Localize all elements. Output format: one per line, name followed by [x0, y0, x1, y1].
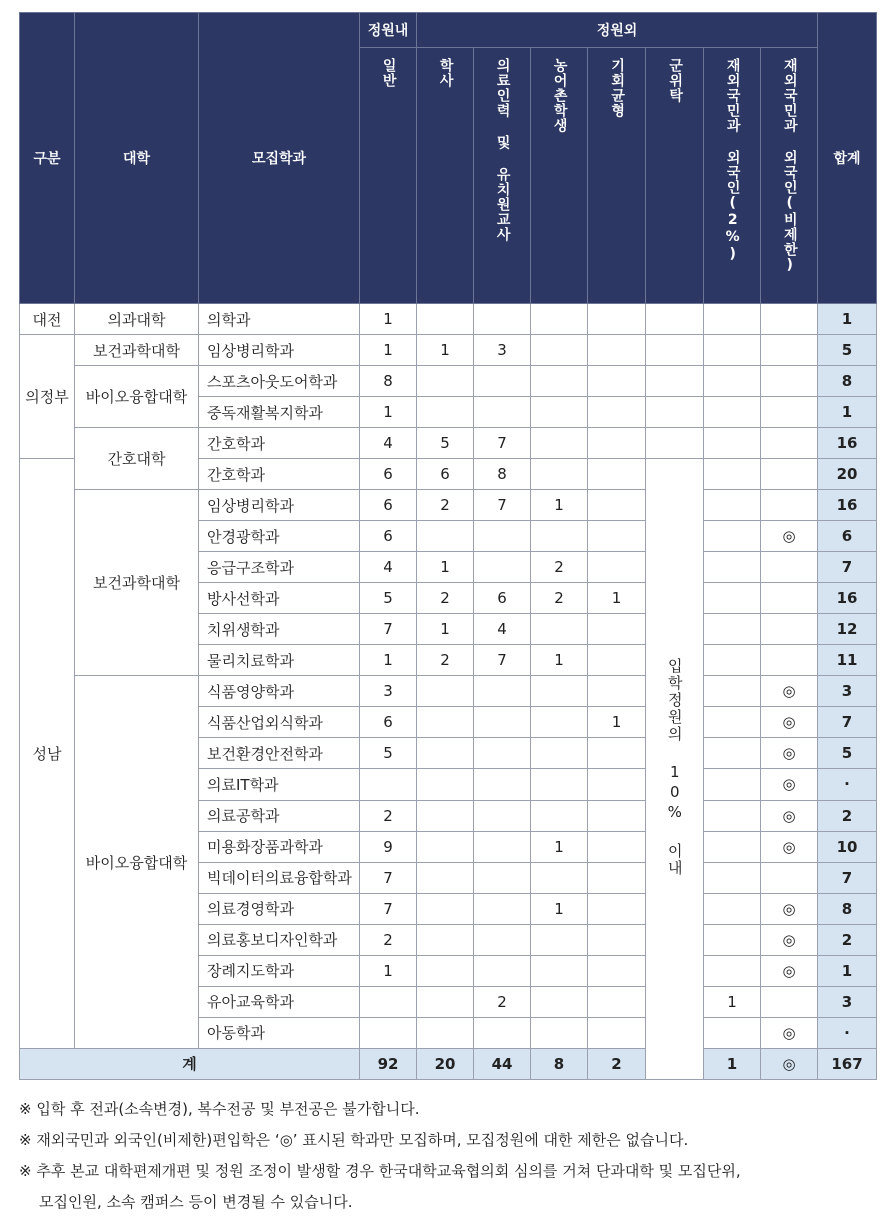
total-cell: 1	[818, 304, 877, 335]
department-cell: 유아교육학과	[199, 986, 360, 1017]
overseas-2pct-cell	[704, 552, 761, 583]
rural-cell: 1	[531, 831, 588, 862]
military-cell	[646, 304, 704, 335]
rural-cell	[531, 614, 588, 645]
admission-quota-table	[19, 12, 877, 1080]
table-header	[20, 13, 877, 304]
department-cell: 방사선학과	[199, 583, 360, 614]
total-cell: 16	[818, 428, 877, 459]
overseas-2pct-cell	[704, 1017, 761, 1048]
overseas-unlimited-cell: ◎	[761, 893, 818, 924]
bachelor-cell: 2	[417, 490, 474, 521]
medical-cell	[474, 862, 531, 893]
header-medical-kindergarten: 의료인력 및 유치원교사	[474, 48, 531, 304]
department-cell: 스포츠아웃도어학과	[199, 366, 360, 397]
department-cell: 의료공학과	[199, 800, 360, 831]
department-cell: 의료경영학과	[199, 893, 360, 924]
overseas-2pct-cell	[704, 862, 761, 893]
overseas-2pct-cell	[704, 893, 761, 924]
bachelor-cell: 5	[417, 428, 474, 459]
equal-cell	[588, 304, 646, 335]
bachelor-cell	[417, 707, 474, 738]
total-cell: 7	[818, 862, 877, 893]
department-cell: 치위생학과	[199, 614, 360, 645]
bachelor-cell	[417, 955, 474, 986]
department-cell: 의료IT학과	[199, 769, 360, 800]
total-cell: 16	[818, 490, 877, 521]
department-cell: 장례지도학과	[199, 955, 360, 986]
total-cell: 3	[818, 986, 877, 1017]
medical-cell	[474, 831, 531, 862]
table-row	[20, 366, 877, 397]
rural-cell	[531, 428, 588, 459]
rural-cell	[531, 521, 588, 552]
department-cell: 아동학과	[199, 1017, 360, 1048]
total-cell: 1	[818, 397, 877, 428]
equal-cell	[588, 738, 646, 769]
table-row	[20, 428, 877, 459]
header-general: 일반	[360, 48, 417, 304]
general-cell: 9	[360, 831, 417, 862]
equal-cell	[588, 924, 646, 955]
medical-cell	[474, 521, 531, 552]
equal-cell	[588, 862, 646, 893]
overseas-2pct-cell	[704, 428, 761, 459]
rural-cell	[531, 304, 588, 335]
medical-cell	[474, 738, 531, 769]
rural-cell: 1	[531, 893, 588, 924]
general-cell: 1	[360, 645, 417, 676]
bachelor-cell: 1	[417, 552, 474, 583]
rural-cell: 2	[531, 583, 588, 614]
total-cell: 5	[818, 738, 877, 769]
rural-cell	[531, 769, 588, 800]
college-cell: 보건과학대학	[75, 335, 199, 366]
college-cell: 보건과학대학	[75, 490, 199, 676]
general-cell: 1	[360, 335, 417, 366]
bachelor-cell	[417, 521, 474, 552]
equal-cell	[588, 800, 646, 831]
department-cell: 빅데이터의료융합학과	[199, 862, 360, 893]
header-overseas-2pct: 재외국민과 외국인(2%)	[704, 48, 761, 304]
overseas-unlimited-cell: ◎	[761, 738, 818, 769]
rural-cell	[531, 862, 588, 893]
rural-cell: 1	[531, 645, 588, 676]
overseas-unlimited-cell: ◎	[761, 955, 818, 986]
medical-cell	[474, 924, 531, 955]
bachelor-cell	[417, 304, 474, 335]
rural-cell	[531, 955, 588, 986]
general-cell: 6	[360, 521, 417, 552]
department-cell: 중독재활복지학과	[199, 397, 360, 428]
medical-cell	[474, 304, 531, 335]
overseas-2pct-cell	[704, 924, 761, 955]
medical-cell	[474, 800, 531, 831]
department-cell: 식품산업외식학과	[199, 707, 360, 738]
overseas-2pct-cell	[704, 583, 761, 614]
overseas-2pct-cell	[704, 521, 761, 552]
total-cell: 3	[818, 676, 877, 707]
college-cell: 바이오융합대학	[75, 676, 199, 1048]
rural-cell: 2	[531, 552, 588, 583]
department-cell: 임상병리학과	[199, 490, 360, 521]
rural-cell	[531, 335, 588, 366]
general-cell: 5	[360, 738, 417, 769]
region-cell: 성남	[20, 459, 75, 1049]
bachelor-cell	[417, 831, 474, 862]
bachelor-cell	[417, 893, 474, 924]
overseas-2pct-cell	[704, 490, 761, 521]
overseas-unlimited-cell: ◎	[761, 707, 818, 738]
bachelor-cell	[417, 1017, 474, 1048]
bachelor-cell	[417, 986, 474, 1017]
department-cell: 식품영양학과	[199, 676, 360, 707]
medical-cell: 2	[474, 986, 531, 1017]
header-rural: 농어촌학생	[531, 48, 588, 304]
medical-cell	[474, 676, 531, 707]
overseas-unlimited-cell	[761, 366, 818, 397]
rural-cell	[531, 924, 588, 955]
total-cell: 16	[818, 583, 877, 614]
rural-cell	[531, 459, 588, 490]
equal-cell	[588, 397, 646, 428]
overseas-unlimited-cell	[761, 335, 818, 366]
equal-cell	[588, 366, 646, 397]
bachelor-cell	[417, 924, 474, 955]
total-cell: 5	[818, 335, 877, 366]
header-total: 합계	[818, 13, 877, 304]
rural-cell: 1	[531, 490, 588, 521]
overseas-unlimited-cell: ◎	[761, 831, 818, 862]
rural-cell	[531, 397, 588, 428]
total-cell: 12	[818, 614, 877, 645]
department-cell: 안경광학과	[199, 521, 360, 552]
equal-cell	[588, 676, 646, 707]
medical-cell	[474, 769, 531, 800]
general-cell	[360, 986, 417, 1017]
medical-cell: 4	[474, 614, 531, 645]
overseas-unlimited-cell	[761, 459, 818, 490]
overseas-unlimited-cell	[761, 490, 818, 521]
total-cell: 10	[818, 831, 877, 862]
medical-cell	[474, 707, 531, 738]
equal-cell	[588, 769, 646, 800]
summary-rural: 8	[531, 1048, 588, 1079]
overseas-2pct-cell	[704, 614, 761, 645]
general-cell	[360, 769, 417, 800]
overseas-unlimited-cell: ◎	[761, 769, 818, 800]
general-cell: 7	[360, 614, 417, 645]
footnote: ※ 재외국민과 외국인(비제한)편입학은 ‘◎’ 표시된 학과만 모집하며, 모집정원에 대한 제한은 없습니다.	[19, 1131, 689, 1149]
medical-cell	[474, 366, 531, 397]
equal-cell	[588, 552, 646, 583]
region-cell: 대전	[20, 304, 75, 335]
bachelor-cell	[417, 800, 474, 831]
header-within-quota: 정원내	[360, 13, 417, 48]
medical-cell	[474, 397, 531, 428]
summary-general: 92	[360, 1048, 417, 1079]
table-row	[20, 676, 877, 707]
military-cell	[646, 335, 704, 366]
bachelor-cell	[417, 676, 474, 707]
department-cell: 물리치료학과	[199, 645, 360, 676]
general-cell: 8	[360, 366, 417, 397]
header-college: 대학	[75, 13, 199, 304]
total-cell: 8	[818, 366, 877, 397]
rural-cell	[531, 986, 588, 1017]
summary-label: 계	[20, 1048, 360, 1079]
header-military: 군위탁	[646, 48, 704, 304]
overseas-unlimited-cell	[761, 614, 818, 645]
total-cell: 2	[818, 800, 877, 831]
rural-cell	[531, 1017, 588, 1048]
rural-cell	[531, 707, 588, 738]
rural-cell	[531, 738, 588, 769]
summary-o2: 1	[704, 1048, 761, 1079]
overseas-2pct-cell	[704, 397, 761, 428]
bachelor-cell: 1	[417, 335, 474, 366]
header-outside-quota: 정원외	[417, 13, 818, 48]
medical-cell: 8	[474, 459, 531, 490]
department-cell: 의학과	[199, 304, 360, 335]
overseas-2pct-cell	[704, 800, 761, 831]
bachelor-cell: 2	[417, 583, 474, 614]
total-cell: 7	[818, 707, 877, 738]
general-cell: 2	[360, 800, 417, 831]
general-cell: 1	[360, 304, 417, 335]
medical-cell: 6	[474, 583, 531, 614]
medical-cell: 3	[474, 335, 531, 366]
overseas-unlimited-cell	[761, 304, 818, 335]
total-cell: 1	[818, 955, 877, 986]
header-category: 구분	[20, 13, 75, 304]
table-row	[20, 335, 877, 366]
overseas-unlimited-cell: ◎	[761, 800, 818, 831]
bachelor-cell	[417, 397, 474, 428]
department-cell: 간호학과	[199, 459, 360, 490]
general-cell: 1	[360, 955, 417, 986]
bachelor-cell: 1	[417, 614, 474, 645]
summary-ounl: ◎	[761, 1048, 818, 1079]
overseas-2pct-cell	[704, 335, 761, 366]
header-equal-opportunity: 기회균형	[588, 48, 646, 304]
summary-bachelor: 20	[417, 1048, 474, 1079]
overseas-2pct-cell	[704, 738, 761, 769]
general-cell: 5	[360, 583, 417, 614]
medical-cell: 7	[474, 428, 531, 459]
medical-cell	[474, 1017, 531, 1048]
footnote: 모집인원, 소속 캠퍼스 등이 변경될 수 있습니다.	[39, 1193, 353, 1211]
summary-total: 167	[818, 1048, 877, 1079]
medical-cell: 7	[474, 490, 531, 521]
equal-cell	[588, 645, 646, 676]
general-cell: 6	[360, 707, 417, 738]
bachelor-cell	[417, 862, 474, 893]
department-cell: 응급구조학과	[199, 552, 360, 583]
overseas-unlimited-cell	[761, 862, 818, 893]
college-cell: 의과대학	[75, 304, 199, 335]
medical-cell: 7	[474, 645, 531, 676]
general-cell: 6	[360, 459, 417, 490]
department-cell: 보건환경안전학과	[199, 738, 360, 769]
overseas-unlimited-cell	[761, 397, 818, 428]
department-cell: 임상병리학과	[199, 335, 360, 366]
medical-cell	[474, 955, 531, 986]
header-department: 모집학과	[199, 13, 360, 304]
overseas-unlimited-cell	[761, 428, 818, 459]
total-cell: 20	[818, 459, 877, 490]
total-cell: 11	[818, 645, 877, 676]
general-cell	[360, 1017, 417, 1048]
table-row	[20, 490, 877, 521]
equal-cell	[588, 521, 646, 552]
general-cell: 4	[360, 428, 417, 459]
overseas-2pct-cell	[704, 366, 761, 397]
overseas-unlimited-cell: ◎	[761, 924, 818, 955]
overseas-unlimited-cell: ◎	[761, 521, 818, 552]
equal-cell	[588, 614, 646, 645]
overseas-2pct-cell	[704, 769, 761, 800]
equal-cell	[588, 986, 646, 1017]
overseas-unlimited-cell: ◎	[761, 1017, 818, 1048]
military-cell	[646, 366, 704, 397]
bachelor-cell: 6	[417, 459, 474, 490]
bachelor-cell: 2	[417, 645, 474, 676]
rural-cell	[531, 800, 588, 831]
military-cell	[646, 397, 704, 428]
overseas-2pct-cell	[704, 645, 761, 676]
total-cell: 7	[818, 552, 877, 583]
college-cell: 간호대학	[75, 428, 199, 490]
summary-equal: 2	[588, 1048, 646, 1079]
rural-cell	[531, 366, 588, 397]
equal-cell: 1	[588, 583, 646, 614]
header-overseas-unlimited: 재외국민과 외국인(비제한)	[761, 48, 818, 304]
overseas-unlimited-cell	[761, 552, 818, 583]
equal-cell	[588, 831, 646, 862]
equal-cell: 1	[588, 707, 646, 738]
total-cell: 8	[818, 893, 877, 924]
footnote: ※ 추후 본교 대학편제개편 및 정원 조정이 발생할 경우 한국대학교육협의회 심의를 거쳐 단과대학 및 모집단위,	[19, 1162, 741, 1180]
general-cell: 3	[360, 676, 417, 707]
header-bachelor: 학사	[417, 48, 474, 304]
overseas-unlimited-cell: ◎	[761, 676, 818, 707]
overseas-2pct-cell	[704, 459, 761, 490]
equal-cell	[588, 1017, 646, 1048]
general-cell: 1	[360, 397, 417, 428]
overseas-unlimited-cell	[761, 645, 818, 676]
summary-medical: 44	[474, 1048, 531, 1079]
equal-cell	[588, 459, 646, 490]
department-cell: 의료홍보디자인학과	[199, 924, 360, 955]
equal-cell	[588, 490, 646, 521]
general-cell: 2	[360, 924, 417, 955]
overseas-2pct-cell: 1	[704, 986, 761, 1017]
medical-cell	[474, 552, 531, 583]
overseas-2pct-cell	[704, 304, 761, 335]
military-quota-note-text: 입학정원의 10% 이내	[665, 657, 684, 877]
bachelor-cell	[417, 769, 474, 800]
overseas-2pct-cell	[704, 955, 761, 986]
overseas-2pct-cell	[704, 707, 761, 738]
military-cell	[646, 428, 704, 459]
general-cell: 6	[360, 490, 417, 521]
military-quota-note	[646, 459, 704, 1080]
general-cell: 4	[360, 552, 417, 583]
summary-row	[20, 1048, 877, 1079]
college-cell: 바이오융합대학	[75, 366, 199, 428]
overseas-unlimited-cell	[761, 583, 818, 614]
medical-cell	[474, 893, 531, 924]
total-cell: 2	[818, 924, 877, 955]
equal-cell	[588, 893, 646, 924]
footnote: ※ 입학 후 전과(소속변경), 복수전공 및 부전공은 불가합니다.	[19, 1100, 420, 1118]
total-cell: 6	[818, 521, 877, 552]
footnotes	[19, 1094, 879, 1218]
bachelor-cell	[417, 366, 474, 397]
overseas-2pct-cell	[704, 831, 761, 862]
equal-cell	[588, 428, 646, 459]
bachelor-cell	[417, 738, 474, 769]
region-cell: 의정부	[20, 335, 75, 459]
general-cell: 7	[360, 862, 417, 893]
table-body	[20, 304, 877, 1080]
rural-cell	[531, 676, 588, 707]
total-cell: ·	[818, 769, 877, 800]
overseas-unlimited-cell	[761, 986, 818, 1017]
table-row	[20, 304, 877, 335]
equal-cell	[588, 335, 646, 366]
equal-cell	[588, 955, 646, 986]
overseas-2pct-cell	[704, 676, 761, 707]
department-cell: 간호학과	[199, 428, 360, 459]
total-cell: ·	[818, 1017, 877, 1048]
general-cell: 7	[360, 893, 417, 924]
department-cell: 미용화장품과학과	[199, 831, 360, 862]
